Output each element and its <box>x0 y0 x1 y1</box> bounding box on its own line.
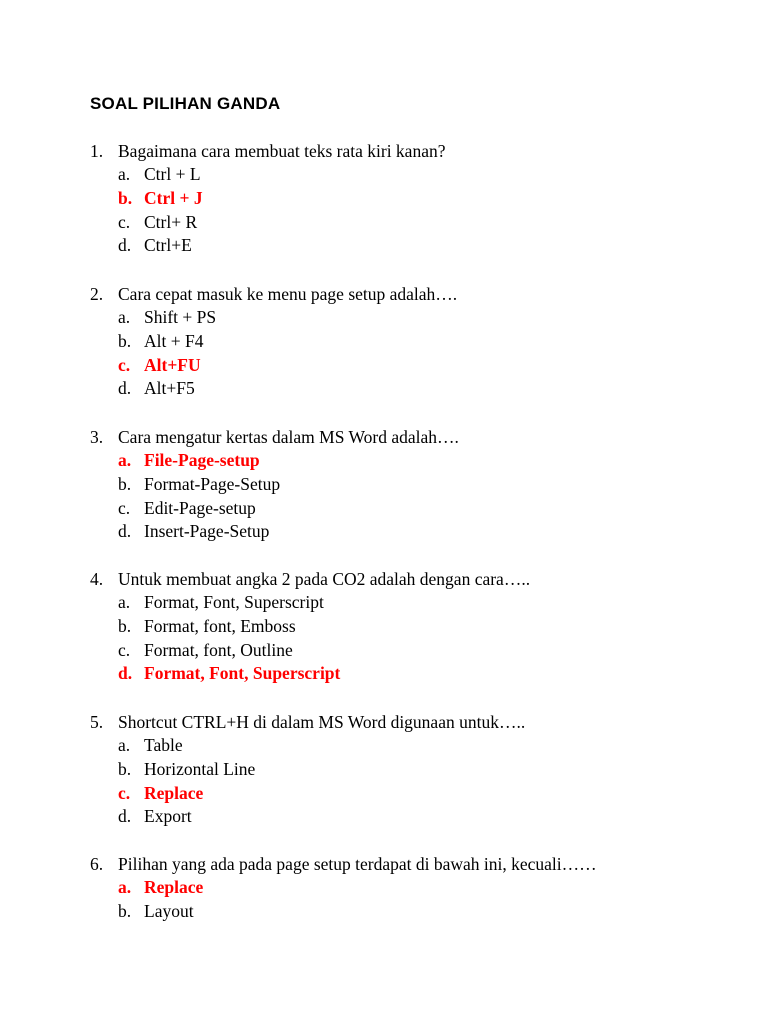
question-text: Cara cepat masuk ke menu page setup adalah…. <box>118 284 458 304</box>
answer-option-correct <box>0 354 768 378</box>
answer-option <box>0 234 768 258</box>
answer-option <box>0 615 768 639</box>
question-3 <box>0 425 768 544</box>
answer-option <box>0 520 768 544</box>
option-text: Alt+F5 <box>144 378 195 399</box>
answer-option <box>0 330 768 354</box>
option-letter: a. <box>118 735 131 755</box>
option-letter: d. <box>118 521 132 542</box>
option-letter: b. <box>118 615 132 636</box>
question-stem <box>0 425 768 449</box>
question-number: 1. <box>90 141 104 161</box>
option-letter: c. <box>118 782 131 803</box>
option-letter: b. <box>118 473 132 494</box>
option-text: Edit-Page-setup <box>144 497 256 518</box>
question-4 <box>0 567 768 686</box>
option-letter: a. <box>118 164 131 184</box>
option-text: Shift + PS <box>144 307 217 327</box>
option-text: Format, Font, Superscript <box>144 663 341 684</box>
answer-option <box>0 805 768 829</box>
answer-option <box>0 211 768 235</box>
question-stem <box>0 852 768 876</box>
option-letter: a. <box>118 450 132 470</box>
option-letter: a. <box>118 592 131 612</box>
question-number: 3. <box>90 427 104 447</box>
question-stem <box>0 139 768 163</box>
option-letter: b. <box>118 330 132 351</box>
answer-option <box>0 591 768 615</box>
option-letter: b. <box>118 900 132 921</box>
option-text: Replace <box>144 877 204 897</box>
question-6 <box>0 852 768 924</box>
document-title: SOAL PILIHAN GANDA <box>90 94 281 113</box>
option-text: Layout <box>144 900 194 921</box>
answer-option-correct <box>0 449 768 473</box>
answer-option-correct <box>0 876 768 900</box>
option-letter: d. <box>118 235 132 256</box>
option-text: Ctrl+ R <box>144 211 198 232</box>
question-1 <box>0 139 768 258</box>
option-letter: a. <box>118 307 131 327</box>
question-number: 6. <box>90 854 104 874</box>
answer-option <box>0 377 768 401</box>
option-text: Ctrl + L <box>144 164 201 184</box>
answer-option <box>0 473 768 497</box>
option-text: Insert-Page-Setup <box>144 521 270 542</box>
option-text: Ctrl+E <box>144 235 192 256</box>
answer-option <box>0 306 768 330</box>
option-letter: a. <box>118 877 132 897</box>
answer-option <box>0 900 768 924</box>
answer-option-correct <box>0 662 768 686</box>
option-letter: c. <box>118 354 131 375</box>
question-5 <box>0 710 768 829</box>
option-text: Export <box>144 806 192 827</box>
option-letter: d. <box>118 806 132 827</box>
option-letter: b. <box>118 758 132 779</box>
option-letter: b. <box>118 187 133 208</box>
option-text: Format, font, Emboss <box>144 615 296 636</box>
question-text: Cara mengatur kertas dalam MS Word adalah…. <box>118 427 459 447</box>
answer-option <box>0 639 768 663</box>
question-number: 2. <box>90 284 104 304</box>
option-letter: c. <box>118 211 131 232</box>
option-text: Table <box>144 735 183 755</box>
answer-option <box>0 758 768 782</box>
question-text: Untuk membuat angka 2 pada CO2 adalah dengan cara….. <box>118 569 531 589</box>
option-text: Alt + F4 <box>144 330 204 351</box>
option-text: Alt+FU <box>144 354 201 375</box>
answer-option-correct <box>0 187 768 211</box>
option-text: File-Page-setup <box>144 450 260 470</box>
answer-option <box>0 734 768 758</box>
question-stem <box>0 710 768 734</box>
answer-option <box>0 163 768 187</box>
question-text: Bagaimana cara membuat teks rata kiri kanan? <box>118 141 446 161</box>
answer-option-correct <box>0 782 768 806</box>
option-text: Ctrl + J <box>144 187 203 208</box>
answer-option <box>0 497 768 521</box>
option-text: Format-Page-Setup <box>144 473 281 494</box>
option-letter: c. <box>118 639 131 660</box>
option-letter: c. <box>118 497 131 518</box>
question-stem <box>0 567 768 591</box>
option-text: Format, Font, Superscript <box>144 592 324 612</box>
question-number: 4. <box>90 569 104 589</box>
option-letter: d. <box>118 663 133 684</box>
option-text: Replace <box>144 782 204 803</box>
option-text: Format, font, Outline <box>144 639 293 660</box>
question-stem <box>0 282 768 306</box>
option-text: Horizontal Line <box>144 758 256 779</box>
question-number: 5. <box>90 712 104 732</box>
question-2 <box>0 282 768 401</box>
question-text: Pilihan yang ada pada page setup terdapat di bawah ini, kecuali…… <box>118 854 597 874</box>
question-text: Shortcut CTRL+H di dalam MS Word digunaan untuk….. <box>118 712 526 732</box>
option-letter: d. <box>118 378 132 399</box>
